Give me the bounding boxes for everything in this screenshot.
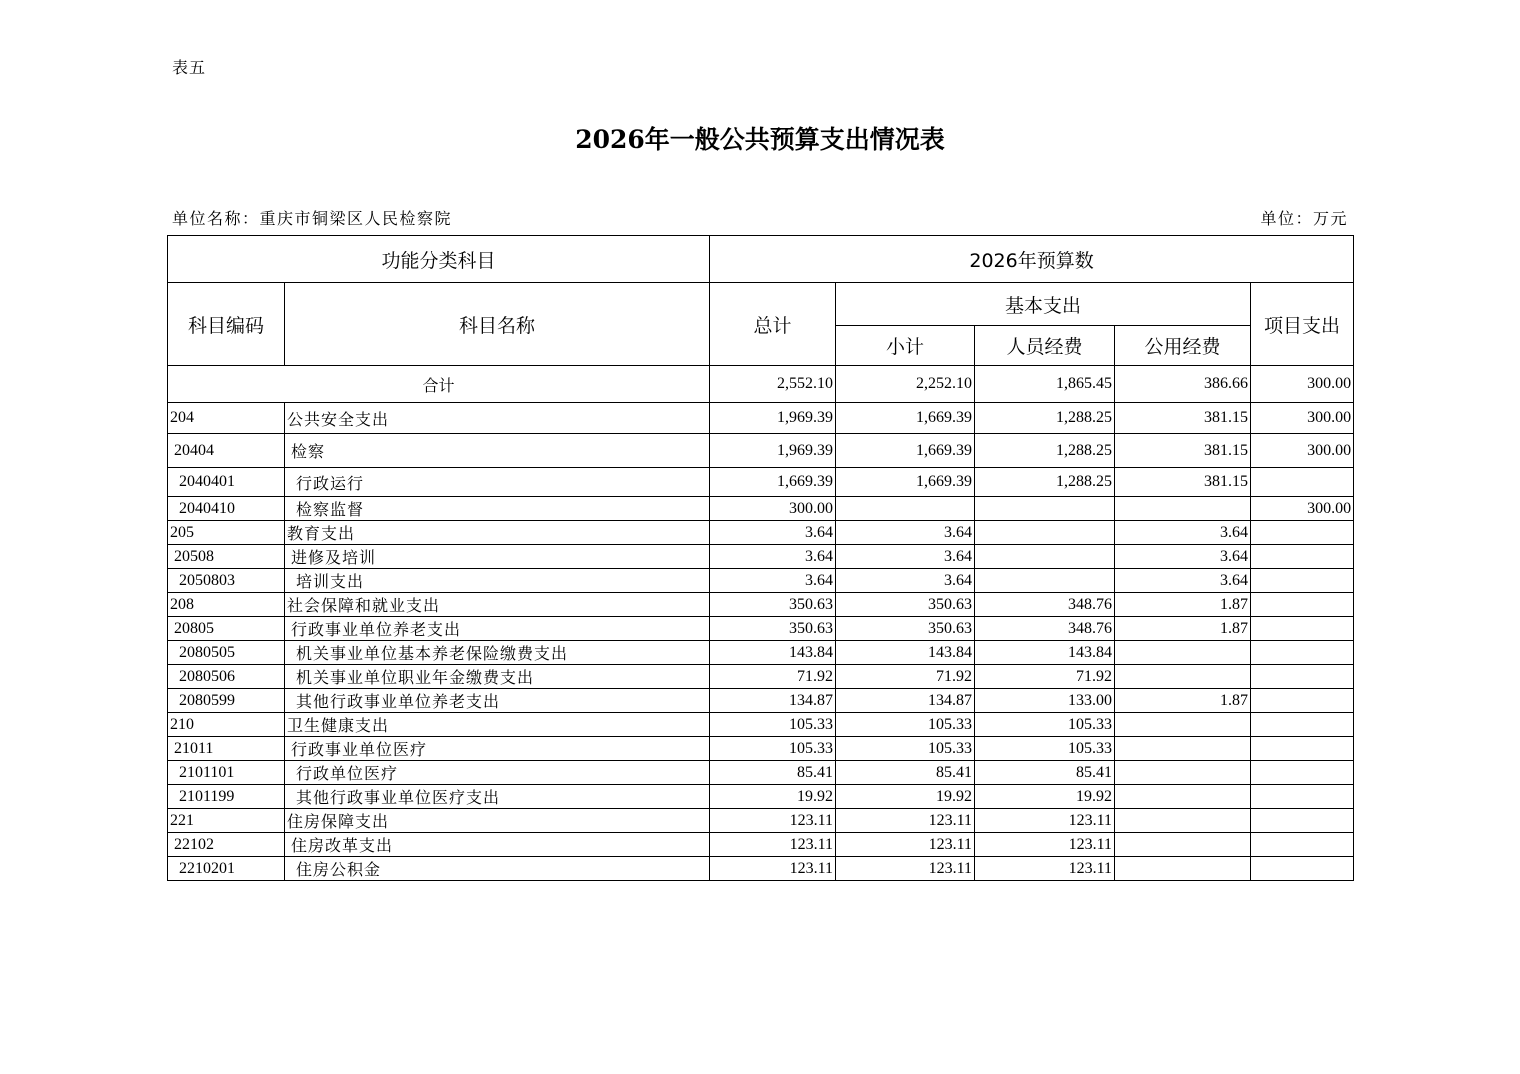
row-code: 22102 bbox=[168, 833, 285, 857]
row-public: 381.15 bbox=[1115, 403, 1251, 434]
row-code: 2040410 bbox=[168, 497, 285, 521]
row-code: 2050803 bbox=[168, 569, 285, 593]
header-personnel: 人员经费 bbox=[975, 326, 1115, 366]
row-personnel: 105.33 bbox=[975, 737, 1115, 761]
row-name: 检察监督 bbox=[285, 497, 710, 521]
row-total: 123.11 bbox=[710, 809, 836, 833]
total-subtotal: 2,252.10 bbox=[836, 366, 975, 403]
total-row bbox=[168, 366, 1354, 403]
row-name: 培训支出 bbox=[285, 569, 710, 593]
row-subtotal: 123.11 bbox=[836, 833, 975, 857]
table-row bbox=[168, 737, 1354, 761]
table-row bbox=[168, 545, 1354, 569]
row-code: 2101199 bbox=[168, 785, 285, 809]
row-project bbox=[1251, 468, 1354, 497]
row-personnel: 143.84 bbox=[975, 641, 1115, 665]
row-name: 行政事业单位养老支出 bbox=[285, 617, 710, 641]
row-name: 教育支出 bbox=[285, 521, 710, 545]
row-project bbox=[1251, 737, 1354, 761]
row-subtotal: 71.92 bbox=[836, 665, 975, 689]
header-budget-year: 2026年预算数 bbox=[710, 236, 1354, 283]
row-public bbox=[1115, 833, 1251, 857]
row-subtotal: 3.64 bbox=[836, 569, 975, 593]
table-row bbox=[168, 641, 1354, 665]
header-code: 科目编码 bbox=[168, 283, 285, 366]
row-subtotal: 105.33 bbox=[836, 713, 975, 737]
row-name: 卫生健康支出 bbox=[285, 713, 710, 737]
row-code: 20805 bbox=[168, 617, 285, 641]
row-name: 其他行政事业单位养老支出 bbox=[285, 689, 710, 713]
row-name: 行政事业单位医疗 bbox=[285, 737, 710, 761]
row-subtotal: 123.11 bbox=[836, 857, 975, 881]
row-personnel: 133.00 bbox=[975, 689, 1115, 713]
row-project bbox=[1251, 593, 1354, 617]
row-code: 2080599 bbox=[168, 689, 285, 713]
row-code: 2080505 bbox=[168, 641, 285, 665]
row-subtotal: 3.64 bbox=[836, 545, 975, 569]
row-public bbox=[1115, 761, 1251, 785]
row-subtotal: 1,669.39 bbox=[836, 434, 975, 468]
table-row bbox=[168, 761, 1354, 785]
total-public: 386.66 bbox=[1115, 366, 1251, 403]
row-personnel: 348.76 bbox=[975, 593, 1115, 617]
row-project: 300.00 bbox=[1251, 434, 1354, 468]
row-project bbox=[1251, 857, 1354, 881]
row-name: 住房改革支出 bbox=[285, 833, 710, 857]
header-public: 公用经费 bbox=[1115, 326, 1251, 366]
row-name: 其他行政事业单位医疗支出 bbox=[285, 785, 710, 809]
table-row bbox=[168, 521, 1354, 545]
row-total: 3.64 bbox=[710, 521, 836, 545]
row-subtotal: 1,669.39 bbox=[836, 468, 975, 497]
row-project bbox=[1251, 569, 1354, 593]
table-row bbox=[168, 785, 1354, 809]
row-total: 105.33 bbox=[710, 713, 836, 737]
row-code: 20404 bbox=[168, 434, 285, 468]
row-public bbox=[1115, 857, 1251, 881]
row-personnel bbox=[975, 569, 1115, 593]
row-total: 123.11 bbox=[710, 833, 836, 857]
table-row bbox=[168, 569, 1354, 593]
row-public: 1.87 bbox=[1115, 689, 1251, 713]
row-total: 3.64 bbox=[710, 545, 836, 569]
row-subtotal: 143.84 bbox=[836, 641, 975, 665]
table-row bbox=[168, 809, 1354, 833]
row-name: 机关事业单位基本养老保险缴费支出 bbox=[285, 641, 710, 665]
row-personnel bbox=[975, 497, 1115, 521]
row-code: 210 bbox=[168, 713, 285, 737]
row-name: 行政运行 bbox=[285, 468, 710, 497]
row-name: 机关事业单位职业年金缴费支出 bbox=[285, 665, 710, 689]
row-personnel bbox=[975, 521, 1115, 545]
row-project: 300.00 bbox=[1251, 403, 1354, 434]
row-project bbox=[1251, 809, 1354, 833]
row-total: 3.64 bbox=[710, 569, 836, 593]
row-subtotal: 85.41 bbox=[836, 761, 975, 785]
row-subtotal: 123.11 bbox=[836, 809, 975, 833]
row-name: 检察 bbox=[285, 434, 710, 468]
row-personnel: 105.33 bbox=[975, 713, 1115, 737]
row-public bbox=[1115, 785, 1251, 809]
table-row bbox=[168, 593, 1354, 617]
unit-currency: 单位：万元 bbox=[1260, 209, 1348, 228]
row-name: 公共安全支出 bbox=[285, 403, 710, 434]
row-code: 208 bbox=[168, 593, 285, 617]
row-total: 19.92 bbox=[710, 785, 836, 809]
row-code: 2080506 bbox=[168, 665, 285, 689]
table-row bbox=[168, 665, 1354, 689]
row-personnel: 1,288.25 bbox=[975, 468, 1115, 497]
table-row bbox=[168, 617, 1354, 641]
row-personnel: 85.41 bbox=[975, 761, 1115, 785]
row-code: 205 bbox=[168, 521, 285, 545]
row-public: 1.87 bbox=[1115, 593, 1251, 617]
row-total: 350.63 bbox=[710, 593, 836, 617]
row-code: 21011 bbox=[168, 737, 285, 761]
row-total: 350.63 bbox=[710, 617, 836, 641]
header-total: 总计 bbox=[710, 283, 836, 366]
row-project bbox=[1251, 713, 1354, 737]
row-project bbox=[1251, 521, 1354, 545]
header-func-class: 功能分类科目 bbox=[168, 236, 710, 283]
row-public bbox=[1115, 809, 1251, 833]
row-name: 行政单位医疗 bbox=[285, 761, 710, 785]
row-code: 20508 bbox=[168, 545, 285, 569]
row-public bbox=[1115, 641, 1251, 665]
table-row bbox=[168, 857, 1354, 881]
row-code: 2101101 bbox=[168, 761, 285, 785]
row-public: 1.87 bbox=[1115, 617, 1251, 641]
row-name: 住房保障支出 bbox=[285, 809, 710, 833]
sheet-label: 表五 bbox=[172, 58, 207, 77]
row-code: 221 bbox=[168, 809, 285, 833]
row-project bbox=[1251, 665, 1354, 689]
row-project bbox=[1251, 785, 1354, 809]
row-personnel: 123.11 bbox=[975, 833, 1115, 857]
row-subtotal: 3.64 bbox=[836, 521, 975, 545]
row-personnel: 71.92 bbox=[975, 665, 1115, 689]
total-label: 合计 bbox=[168, 366, 710, 403]
budget-table bbox=[167, 235, 1354, 881]
table-body bbox=[168, 366, 1354, 881]
row-public bbox=[1115, 497, 1251, 521]
row-total: 1,969.39 bbox=[710, 434, 836, 468]
header-project: 项目支出 bbox=[1251, 283, 1354, 366]
row-code: 2210201 bbox=[168, 857, 285, 881]
row-public: 381.15 bbox=[1115, 434, 1251, 468]
row-public bbox=[1115, 737, 1251, 761]
row-project: 300.00 bbox=[1251, 497, 1354, 521]
row-total: 123.11 bbox=[710, 857, 836, 881]
row-project bbox=[1251, 761, 1354, 785]
row-project bbox=[1251, 545, 1354, 569]
row-project bbox=[1251, 833, 1354, 857]
header-basic: 基本支出 bbox=[836, 283, 1251, 326]
row-name: 进修及培训 bbox=[285, 545, 710, 569]
row-total: 134.87 bbox=[710, 689, 836, 713]
row-total: 143.84 bbox=[710, 641, 836, 665]
page-title: 2026年一般公共预算支出情况表 bbox=[575, 125, 945, 154]
header-name: 科目名称 bbox=[285, 283, 710, 366]
row-personnel: 1,288.25 bbox=[975, 403, 1115, 434]
row-name: 社会保障和就业支出 bbox=[285, 593, 710, 617]
row-total: 105.33 bbox=[710, 737, 836, 761]
unit-name: 单位名称：重庆市铜梁区人民检察院 bbox=[172, 209, 453, 228]
row-personnel: 348.76 bbox=[975, 617, 1115, 641]
row-personnel: 123.11 bbox=[975, 857, 1115, 881]
header-subtotal: 小计 bbox=[836, 326, 975, 366]
row-project bbox=[1251, 617, 1354, 641]
row-public bbox=[1115, 665, 1251, 689]
table-row bbox=[168, 468, 1354, 497]
row-subtotal: 19.92 bbox=[836, 785, 975, 809]
row-total: 71.92 bbox=[710, 665, 836, 689]
row-subtotal bbox=[836, 497, 975, 521]
row-subtotal: 350.63 bbox=[836, 617, 975, 641]
table-row bbox=[168, 713, 1354, 737]
row-subtotal: 350.63 bbox=[836, 593, 975, 617]
total-project: 300.00 bbox=[1251, 366, 1354, 403]
total-total: 2,552.10 bbox=[710, 366, 836, 403]
row-personnel: 19.92 bbox=[975, 785, 1115, 809]
row-subtotal: 105.33 bbox=[836, 737, 975, 761]
row-total: 1,969.39 bbox=[710, 403, 836, 434]
row-public: 3.64 bbox=[1115, 521, 1251, 545]
table-row bbox=[168, 689, 1354, 713]
row-public bbox=[1115, 713, 1251, 737]
row-project bbox=[1251, 689, 1354, 713]
row-personnel: 1,288.25 bbox=[975, 434, 1115, 468]
total-personnel: 1,865.45 bbox=[975, 366, 1115, 403]
table-row bbox=[168, 403, 1354, 434]
table-row bbox=[168, 434, 1354, 468]
table-row bbox=[168, 833, 1354, 857]
row-code: 204 bbox=[168, 403, 285, 434]
row-project bbox=[1251, 641, 1354, 665]
row-public: 3.64 bbox=[1115, 545, 1251, 569]
row-code: 2040401 bbox=[168, 468, 285, 497]
row-personnel: 123.11 bbox=[975, 809, 1115, 833]
row-name: 住房公积金 bbox=[285, 857, 710, 881]
row-total: 1,669.39 bbox=[710, 468, 836, 497]
row-subtotal: 134.87 bbox=[836, 689, 975, 713]
row-public: 3.64 bbox=[1115, 569, 1251, 593]
row-personnel bbox=[975, 545, 1115, 569]
row-total: 300.00 bbox=[710, 497, 836, 521]
row-total: 85.41 bbox=[710, 761, 836, 785]
row-subtotal: 1,669.39 bbox=[836, 403, 975, 434]
table-row bbox=[168, 497, 1354, 521]
row-public: 381.15 bbox=[1115, 468, 1251, 497]
